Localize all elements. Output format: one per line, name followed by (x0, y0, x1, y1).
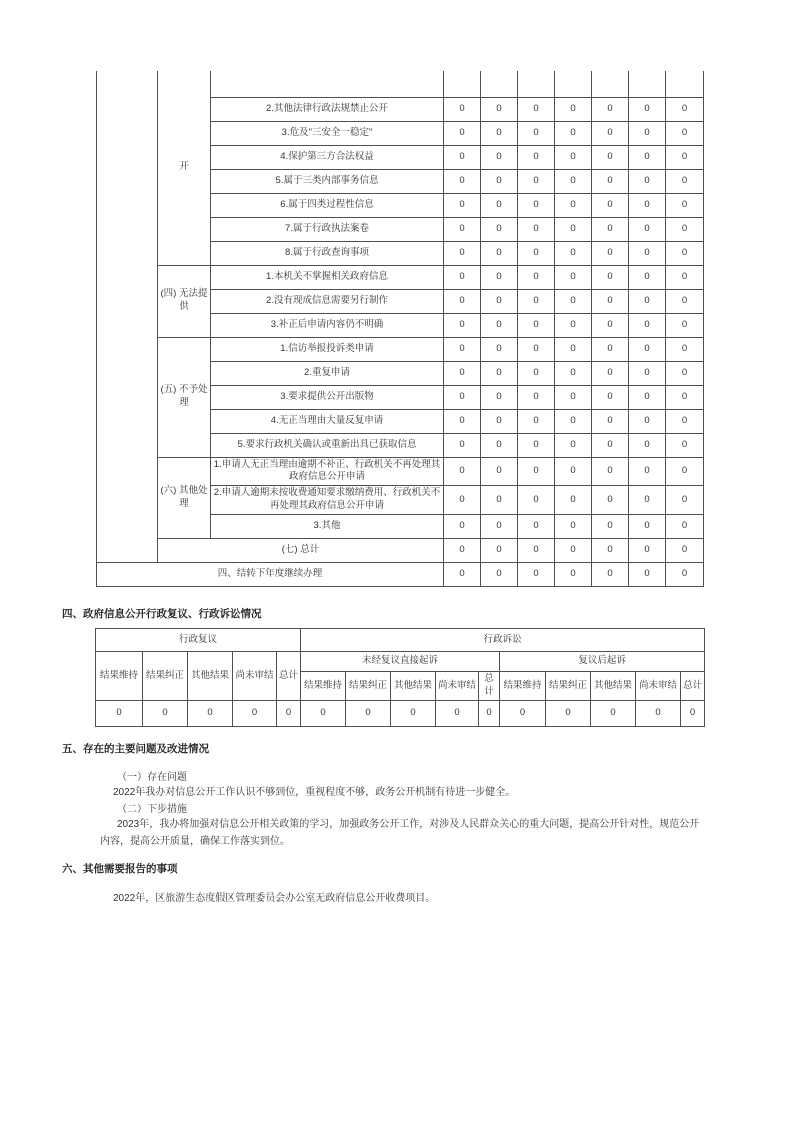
value-cell: 0 (666, 169, 704, 193)
value-cell: 0 (629, 562, 666, 586)
row-label-cell: 1.申请人无正当理由逾期不补正、行政机关不再处理其政府信息公开申请 (211, 457, 444, 486)
value-cell: 0 (592, 562, 629, 586)
row-label-cell: 4.无正当理由大量反复申请 (211, 409, 444, 433)
value-cell: 0 (555, 409, 592, 433)
column-header: 尚未审结 (233, 652, 277, 701)
value-cell: 0 (592, 313, 629, 337)
table-row (97, 562, 704, 586)
value-cell (444, 71, 481, 97)
value-cell: 0 (481, 193, 518, 217)
value-cell: 0 (629, 385, 666, 409)
value-cell: 0 (666, 409, 704, 433)
value-cell: 0 (518, 145, 555, 169)
value-cell: 0 (555, 486, 592, 515)
row-label-cell: 7.属于行政执法案卷 (211, 217, 444, 241)
value-cell: 0 (444, 514, 481, 538)
table-row (97, 337, 704, 361)
value-cell: 0 (444, 169, 481, 193)
section-6-text: 2022年，区旅游生态度假区管理委员会办公室无政府信息公开收费项目。 (113, 893, 436, 904)
column-header: 尚未审结 (636, 672, 681, 701)
group-label-cell: 开 (158, 71, 211, 265)
column-header: 结果纠正 (143, 652, 188, 701)
section-5-sub1-heading: （一）存在问题 (117, 772, 187, 783)
value-cell: 0 (518, 514, 555, 538)
applications-table (96, 71, 704, 587)
value-cell: 0 (555, 562, 592, 586)
value-cell: 0 (444, 121, 481, 145)
value-cell (481, 71, 518, 97)
value-cell: 0 (666, 514, 704, 538)
value-cell: 0 (481, 265, 518, 289)
table-row (96, 701, 705, 727)
value-cell: 0 (629, 241, 666, 265)
section-4-title: 四、政府信息公开行政复议、行政诉讼情况 (62, 608, 262, 620)
value-cell: 0 (518, 241, 555, 265)
value-cell: 0 (666, 97, 704, 121)
value-cell: 0 (629, 121, 666, 145)
value-cell: 0 (592, 121, 629, 145)
value-cell: 0 (444, 538, 481, 562)
value-cell: 0 (629, 313, 666, 337)
litigation-subgroup-header: 复议后起诉 (500, 652, 705, 672)
column-header: 结果维持 (96, 652, 143, 701)
table-row (97, 538, 704, 562)
value-cell: 0 (629, 97, 666, 121)
column-header: 尚未审结 (436, 672, 479, 701)
review-litigation-table (95, 628, 705, 727)
value-cell: 0 (518, 217, 555, 241)
value-cell: 0 (481, 169, 518, 193)
value-cell: 0 (666, 241, 704, 265)
value-cell: 0 (481, 514, 518, 538)
value-cell: 0 (444, 361, 481, 385)
value-cell: 0 (444, 289, 481, 313)
value-cell: 0 (518, 121, 555, 145)
value-cell: 0 (481, 361, 518, 385)
value-cell: 0 (666, 337, 704, 361)
value-cell: 0 (629, 265, 666, 289)
value-cell: 0 (681, 701, 705, 727)
row-label-cell: 4.保护第三方合法权益 (211, 145, 444, 169)
value-cell: 0 (444, 385, 481, 409)
value-cell: 0 (592, 486, 629, 515)
value-cell: 0 (555, 145, 592, 169)
review-litigation-table-container (95, 628, 705, 727)
value-cell: 0 (592, 409, 629, 433)
value-cell: 0 (481, 217, 518, 241)
column-header: 其他结果 (591, 672, 636, 701)
value-cell: 0 (592, 538, 629, 562)
row-label-cell: 5.要求行政机关确认或重新出具已获取信息 (211, 433, 444, 457)
column-header: 总计 (277, 652, 301, 701)
row-label-cell: 3.其他 (211, 514, 444, 538)
value-cell: 0 (143, 701, 188, 727)
value-cell: 0 (555, 217, 592, 241)
value-cell: 0 (555, 538, 592, 562)
column-header: 结果纠正 (346, 672, 391, 701)
table-row (96, 652, 705, 672)
column-header: 其他结果 (391, 672, 436, 701)
value-cell: 0 (518, 486, 555, 515)
value-cell: 0 (518, 193, 555, 217)
value-cell: 0 (301, 701, 346, 727)
row-label-cell: 8.属于行政查询事项 (211, 241, 444, 265)
applications-table-container (96, 71, 704, 587)
row-label-cell (211, 71, 444, 97)
value-cell: 0 (592, 337, 629, 361)
value-cell: 0 (555, 385, 592, 409)
value-cell: 0 (555, 169, 592, 193)
value-cell: 0 (629, 169, 666, 193)
value-cell: 0 (391, 701, 436, 727)
value-cell: 0 (436, 701, 479, 727)
value-cell: 0 (629, 433, 666, 457)
row-label-cell: 2.申请人逾期未按收费通知要求缴纳费用、行政机关不再处理其政府信息公开申请 (211, 486, 444, 515)
value-cell: 0 (444, 409, 481, 433)
value-cell: 0 (518, 97, 555, 121)
section-6-title: 六、其他需要报告的事项 (62, 863, 178, 875)
value-cell: 0 (629, 457, 666, 486)
value-cell: 0 (444, 433, 481, 457)
value-cell: 0 (629, 486, 666, 515)
value-cell: 0 (481, 121, 518, 145)
value-cell: 0 (481, 97, 518, 121)
value-cell: 0 (481, 289, 518, 313)
value-cell: 0 (444, 457, 481, 486)
value-cell: 0 (444, 313, 481, 337)
value-cell: 0 (479, 701, 500, 727)
value-cell: 0 (444, 486, 481, 515)
value-cell: 0 (518, 457, 555, 486)
value-cell: 0 (481, 337, 518, 361)
value-cell: 0 (481, 241, 518, 265)
review-group-header: 行政复议 (96, 629, 301, 652)
value-cell: 0 (444, 562, 481, 586)
column-header: 结果维持 (301, 672, 346, 701)
value-cell: 0 (444, 241, 481, 265)
value-cell: 0 (629, 217, 666, 241)
value-cell: 0 (346, 701, 391, 727)
value-cell: 0 (666, 385, 704, 409)
section-5-sub1-text: 2022年我办对信息公开工作认识不够到位，重视程度不够，政务公开机制有待进一步健全。 (113, 787, 516, 798)
row-label-cell: 3.要求提供公开出版物 (211, 385, 444, 409)
row-label-cell: 2.重复申请 (211, 361, 444, 385)
value-cell: 0 (666, 193, 704, 217)
value-cell: 0 (666, 265, 704, 289)
value-cell: 0 (518, 169, 555, 193)
value-cell: 0 (666, 486, 704, 515)
value-cell: 0 (546, 701, 591, 727)
value-cell: 0 (518, 562, 555, 586)
value-cell: 0 (555, 457, 592, 486)
table-row (97, 265, 704, 289)
value-cell: 0 (518, 409, 555, 433)
value-cell: 0 (233, 701, 277, 727)
value-cell: 0 (666, 457, 704, 486)
litigation-group-header: 行政诉讼 (301, 629, 705, 652)
value-cell: 0 (592, 193, 629, 217)
value-cell: 0 (629, 409, 666, 433)
value-cell: 0 (518, 361, 555, 385)
value-cell: 0 (444, 217, 481, 241)
value-cell: 0 (518, 313, 555, 337)
value-cell: 0 (592, 169, 629, 193)
value-cell: 0 (592, 241, 629, 265)
table-row (97, 71, 704, 97)
value-cell: 0 (481, 486, 518, 515)
column-header: 结果维持 (500, 672, 546, 701)
value-cell: 0 (500, 701, 546, 727)
value-cell: 0 (591, 701, 636, 727)
value-cell: 0 (555, 97, 592, 121)
group-label-cell: (四) 无法提供 (158, 265, 211, 337)
value-cell: 0 (666, 433, 704, 457)
value-cell: 0 (636, 701, 681, 727)
value-cell: 0 (666, 538, 704, 562)
value-cell: 0 (481, 538, 518, 562)
value-cell (629, 71, 666, 97)
value-cell (592, 71, 629, 97)
value-cell: 0 (518, 289, 555, 313)
value-cell: 0 (555, 193, 592, 217)
table-row (97, 457, 704, 486)
value-cell: 0 (592, 217, 629, 241)
row-label-cell: 3.危及"三安全一稳定" (211, 121, 444, 145)
value-cell: 0 (277, 701, 301, 727)
value-cell: 0 (555, 361, 592, 385)
value-cell: 0 (444, 145, 481, 169)
value-cell: 0 (666, 121, 704, 145)
value-cell: 0 (518, 385, 555, 409)
group-label-cell: (六) 其他处理 (158, 457, 211, 538)
value-cell: 0 (592, 265, 629, 289)
value-cell: 0 (666, 289, 704, 313)
value-cell: 0 (629, 193, 666, 217)
section-5-sub2-text: 2023年，我办将加强对信息公开相关政策的学习，加强政务公开工作，对涉及人民群众关心的重大问题，提高公开针对性，规范公开内容，提高公开质量，确保工作落实到位。 (100, 819, 700, 847)
value-cell: 0 (592, 457, 629, 486)
value-cell: 0 (481, 145, 518, 169)
row-label-cell: 1.信访举报投诉类申请 (211, 337, 444, 361)
value-cell: 0 (481, 433, 518, 457)
value-cell: 0 (444, 265, 481, 289)
value-cell: 0 (592, 145, 629, 169)
value-cell (666, 71, 704, 97)
table-row (96, 629, 705, 652)
value-cell: 0 (592, 433, 629, 457)
column-header: 总计 (479, 672, 500, 701)
value-cell: 0 (666, 361, 704, 385)
value-cell: 0 (518, 538, 555, 562)
row-label-cell: 3.补正后申请内容仍不明确 (211, 313, 444, 337)
column-header: 其他结果 (188, 652, 233, 701)
value-cell: 0 (592, 385, 629, 409)
value-cell: 0 (592, 514, 629, 538)
value-cell: 0 (555, 289, 592, 313)
value-cell: 0 (666, 145, 704, 169)
value-cell: 0 (555, 433, 592, 457)
value-cell: 0 (188, 701, 233, 727)
value-cell: 0 (629, 145, 666, 169)
value-cell: 0 (592, 361, 629, 385)
value-cell: 0 (629, 514, 666, 538)
value-cell: 0 (629, 289, 666, 313)
value-cell: 0 (444, 337, 481, 361)
value-cell: 0 (481, 457, 518, 486)
left-span-cell (97, 71, 158, 562)
section-5-title: 五、存在的主要问题及改进情况 (62, 743, 209, 755)
group-label-cell: (五) 不予处理 (158, 337, 211, 457)
value-cell: 0 (592, 97, 629, 121)
value-cell: 0 (481, 313, 518, 337)
section-5-sub2-heading: （二）下步措施 (117, 804, 187, 815)
value-cell: 0 (96, 701, 143, 727)
row-label-cell: 2.其他法律行政法规禁止公开 (211, 97, 444, 121)
value-cell: 0 (555, 265, 592, 289)
column-header: 总计 (681, 672, 705, 701)
column-header: 结果纠正 (546, 672, 591, 701)
value-cell: 0 (555, 121, 592, 145)
value-cell (555, 71, 592, 97)
litigation-subgroup-header: 未经复议直接起诉 (301, 652, 500, 672)
value-cell: 0 (481, 409, 518, 433)
value-cell: 0 (629, 337, 666, 361)
value-cell: 0 (666, 562, 704, 586)
value-cell: 0 (555, 337, 592, 361)
value-cell: 0 (629, 538, 666, 562)
row-label-cell: 1.本机关不掌握相关政府信息 (211, 265, 444, 289)
value-cell: 0 (555, 313, 592, 337)
value-cell: 0 (555, 241, 592, 265)
value-cell (518, 71, 555, 97)
value-cell: 0 (518, 433, 555, 457)
value-cell: 0 (592, 289, 629, 313)
row-label-cell: 5.属于三类内部事务信息 (211, 169, 444, 193)
value-cell: 0 (518, 337, 555, 361)
value-cell: 0 (481, 562, 518, 586)
value-cell: 0 (481, 385, 518, 409)
row-label-cell: 6.属于四类过程性信息 (211, 193, 444, 217)
value-cell: 0 (444, 193, 481, 217)
value-cell: 0 (555, 514, 592, 538)
value-cell: 0 (666, 217, 704, 241)
value-cell: 0 (629, 361, 666, 385)
carryover-label-cell: 四、结转下年度继续办理 (97, 562, 444, 586)
value-cell: 0 (518, 265, 555, 289)
total-label-cell: (七) 总计 (158, 538, 444, 562)
row-label-cell: 2.没有现成信息需要另行制作 (211, 289, 444, 313)
value-cell: 0 (666, 313, 704, 337)
value-cell: 0 (444, 97, 481, 121)
